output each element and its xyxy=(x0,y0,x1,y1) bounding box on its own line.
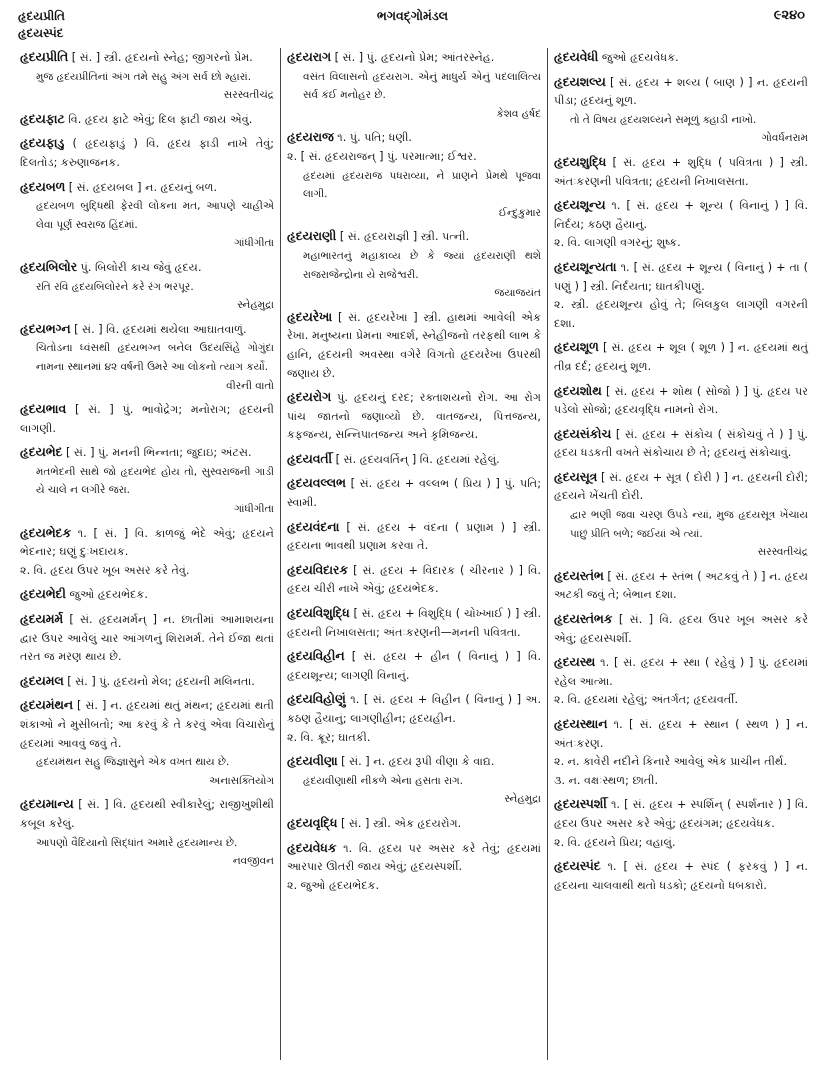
entry-definition: [ સં. હૃદયબલ ] ન. હૃદયનું બળ. xyxy=(68,180,218,194)
dictionary-entry xyxy=(20,320,274,395)
entry-headword: હૃદયફાડુ xyxy=(20,136,65,151)
citation-source: જયાજયંત xyxy=(494,287,541,300)
entry-definition: [ સં. હૃદય + શુદ્ધિ ( પવિત્રતા ) ] સ્ત્રી. અંતઃકરણની પવિત્રતા; હૃદયની નિખાલસતા. xyxy=(554,155,808,188)
dictionary-entry xyxy=(20,178,274,253)
entry-definition: ૨. [ સં. હૃદયરાજન્ ] પું. પરમાત્મા; ઈશ્વર. xyxy=(287,149,477,163)
entry-definition: ૨. ન. કાવેરી નદીને કિનારે આવેલું એક પ્રાચીન તીર્થ. xyxy=(554,755,788,769)
entry-citation: દ્વાર ભણી જવા ચરણ ઉપડે ન્યાં, મુજ હૃદયસૂત્ર ખેંચાય પાછું પ્રીતિ બળે; જઈયાં એ ત્યાં. xyxy=(570,509,808,540)
entry-headword: હૃદયવલ્લભ xyxy=(287,476,346,491)
dictionary-entry xyxy=(554,610,808,648)
dictionary-entry xyxy=(554,196,808,253)
entry-definition: ૨. વિ. લાગણી વગરનું; શુષ્ક. xyxy=(554,236,681,250)
entry-headword: હૃદયસ્થાન xyxy=(554,717,608,731)
entry-definition: ૩. ન. વક્ષઃસ્થળ; છાતી. xyxy=(554,773,659,787)
dictionary-entry xyxy=(20,696,274,790)
entry-definition: [ સં. ] પું. ભાવોદ્રેગ; મનોરાગ; હૃદયની લાગણી. xyxy=(20,403,274,435)
entry-definition: ૨. વિ. હૃદયને પ્રિય; વહાલું. xyxy=(554,835,676,849)
entry-definition: ૧. પું. પતિ; ધણી. xyxy=(337,131,412,145)
dictionary-entry xyxy=(287,814,541,834)
entry-headword: હૃદયભેદ xyxy=(20,445,63,460)
entry-headword: હૃદયપ્રીતિ xyxy=(20,50,69,64)
dictionary-entry xyxy=(554,258,808,333)
entry-definition: [ સં. હૃદયમર્મન્ ] ન. છાતીમાં આમાશયના દ્વાર ઉપર આવેલું ચાર આંગળનું શિરામર્મ. તેને ઈજા થતાં તરત જ મરણ થાય છે. xyxy=(20,613,274,664)
entry-headword: હૃદયબળ xyxy=(20,179,66,194)
entry-definition: જુઓ હૃદયભેદક. xyxy=(69,588,148,602)
entry-headword: હૃદયવિદારક xyxy=(287,562,349,577)
entry-citation: મતભેદની સાથે જો હૃદયભેદ હોય તો, સુસ્વરાજની ગાડી યે ચાલે ન લગીરે જરા. xyxy=(36,465,274,497)
entry-citation: હૃદયવીણાથી નીકળે એના હસતા રાગ. xyxy=(303,774,464,787)
citation-source: ગાંધીગીતા xyxy=(234,503,274,516)
entry-headword: હૃદયસ્પર્શી xyxy=(554,797,607,812)
entry-definition: [ સં. હૃદયવર્તિન્ ] વિ. હૃદયમાં રહેલું. xyxy=(335,452,500,466)
entry-citation: હૃદયમંથન સહુ જિજ્ઞાસુને એક વખત થાય છે. xyxy=(36,756,230,769)
entry-definition: [ સં. હૃદયરેખા ] સ્ત્રી. હાથમાં આવેલી એક રેખા. મનુષ્યના પ્રેમના આદર્શ, સ્નેહીજનો તરફથી લાભ કે હાનિ, હૃદયની અવસ્થા વગેરે વિગતો હૃદયરેખા ઉપરથી જણાય છે. xyxy=(287,310,541,380)
entry-definition: ૨. વિ. ક્રૂર; ઘાતકી. xyxy=(287,730,371,744)
entry-definition: ૧. [ સં. હૃદય + સ્થા ( રહેવું ) ] પું. હૃદયમાં રહેલ આત્મા. xyxy=(554,656,809,688)
entry-definition: ૧. [ સં. હૃદય + વિહીન ( વિનાનું ) ] અ. કઠણ હૈયાનું; લાગણીહીન; હૃદયહીન. xyxy=(287,693,541,725)
entry-headword: હૃદયરાગ xyxy=(287,50,332,64)
entry-definition: [ સં. હૃદય + હીન ( વિનાનું ) ] વિ. હૃદયશૂન્ય; લાગણી વિનાનું. xyxy=(287,650,541,682)
column-3 xyxy=(547,48,814,1060)
dictionary-entry xyxy=(554,795,808,852)
dictionary-entry xyxy=(554,653,808,710)
entry-citation: હૃદયબળ બુદ્ધિથી ફેરવી લોકના મત, આપણે ચાહીએ લેવા પૂર્ણ સ્વરાજ હિંદમાં. xyxy=(36,200,274,231)
entry-headword: હૃદયશૂન્યતા xyxy=(554,259,617,274)
citation-source: સરસ્વતીચંદ્ર xyxy=(757,546,808,559)
entry-definition: [ સં. હૃદય + શૂલ ( શૂળ ) ] ન. હૃદયમાં થતું તીવ્ર દર્દ; હૃદયનું શૂળ. xyxy=(554,341,809,373)
entry-definition: [ સં. હૃદય + શોથ ( સોજો ) ] પું. હૃદય પર પડેલો સોજો; હૃદયવૃદ્ધિ નામનો રોગ. xyxy=(554,384,809,417)
entry-definition: [ સં. હૃદય + સૂત્ર ( દોરી ) ] ન. હૃદયની દોરી; હૃદયને ખેંચતી દોરી. xyxy=(554,470,808,503)
entry-definition: [ સં. ] ન. હૃદયમાં થતું મંથન; હૃદયમાં થતી શંકાઓ ને મુસીબતો; આ કરવું કે તે કરવું એવા વિચારોનું હૃદયમાં આવવું જવું તે. xyxy=(20,699,274,750)
citation-source: કેશવ હર્ષદ xyxy=(496,107,541,120)
entry-headword: હૃદયરોગ xyxy=(287,390,332,405)
dictionary-entry xyxy=(287,561,541,599)
dictionary-entry xyxy=(20,443,274,518)
dictionary-columns xyxy=(14,48,814,1060)
entry-citation: રતિ રવિ હૃદયબિલોરને કરે રંગ ભરપૂર. xyxy=(36,280,194,293)
dictionary-entry xyxy=(287,647,541,685)
citation-source: સરસ્વતીચંદ્ર xyxy=(223,89,274,102)
dictionary-entry xyxy=(554,153,808,191)
dictionary-entry xyxy=(20,672,274,692)
entry-headword: હૃદયશોથ xyxy=(554,383,602,398)
entry-citation: ચિતોડના ધ્વંસથી હૃદયભગ્ન બનેલ ઉદયસિંહે ગોગુંદા નામના સ્થાનમાં ૪૨ વર્ષની ઉમરે આ લોકનો ત્યાગ કર્યો. xyxy=(36,342,274,373)
entry-citation: વસંત વિલાસનો હૃદયરાગ. એનું માધુર્ય એનું પદલાલિત્ય સર્વ કંઈ મનોહર છે. xyxy=(303,70,541,102)
citation-source: સ્નેહમુદ્રા xyxy=(237,299,274,312)
dictionary-entry xyxy=(20,524,274,581)
dictionary-entry xyxy=(20,258,274,315)
entry-headword: હૃદયશૂળ xyxy=(554,340,599,355)
entry-definition: પું. બિલોરી કાચ જેવું હૃદય. xyxy=(80,260,202,274)
dictionary-entry xyxy=(20,400,274,438)
entry-definition: [ સં. ] સ્ત્રી. એક હૃદયરોગ. xyxy=(340,816,462,830)
entry-definition: ૧. [ સં. હૃદય + સ્પર્શિન્ ( સ્પર્શનાર ) ] વિ. હૃદય ઉપર અસર કરે એવું; હૃદયંગમ; હૃદયવેધક. xyxy=(554,798,809,830)
entry-headword: હૃદયવૃદ્ધિ xyxy=(287,815,338,830)
dictionary-entry xyxy=(20,795,274,870)
entry-citation: મુજ હૃદયપ્રીતિનાં અંગ તમે સહુ અંગ સર્વ છો મ્હારાં. xyxy=(36,70,252,83)
entry-definition: [ સં. ] વિ. હૃદયથી સ્વીકારેલું; રાજીખુશીથી કબૂલ કરેલું. xyxy=(20,798,275,830)
entry-headword: હૃદયશલ્ય xyxy=(554,74,606,89)
citation-source: અનાસક્તિયોગ xyxy=(209,774,274,787)
entry-headword: હૃદયમર્મ xyxy=(20,612,64,627)
dictionary-entry xyxy=(287,839,541,896)
entry-definition: ૧. વિ. હૃદય પર અસર કરે તેવું; હૃદયમાં આરપાર ઊતરી જાય એવું; હૃદયસ્પર્શી. xyxy=(287,841,541,874)
dictionary-entry xyxy=(287,604,541,642)
entry-citation: આપણો વૈદિયાનો સિદ્ધાંત અમારે હૃદયમાન્ય છે. xyxy=(36,836,238,849)
dictionary-entry xyxy=(287,690,541,747)
entry-headword: હૃદયભેદક xyxy=(20,525,72,540)
entry-definition: વિ. હૃદય ફાટે એવું; દિલ ફાટી જાય એવું. xyxy=(68,112,253,126)
citation-source: ગાંધીગીતા xyxy=(234,237,274,250)
entry-headword: હૃદયમંથન xyxy=(20,698,73,713)
citation-source: વીરની વાતો xyxy=(226,379,274,392)
entry-definition: [ સં. ] પું. હૃદયનો પ્રેમ; આંતરસ્નેહ. xyxy=(334,51,495,64)
entry-headword: હૃદયસ્થ xyxy=(554,655,596,670)
entry-headword: હૃદયસૂત્ર xyxy=(554,469,598,484)
dictionary-entry xyxy=(554,382,808,420)
entry-definition: ૧. [ સં. હૃદય + સ્પંદ ( ફરકવું ) ] ન. હૃદયના ચાલવાથી થતો ધડકો; હૃદયનો ધબકારો. xyxy=(554,860,808,892)
entry-headword: હૃદયશુદ્ધિ xyxy=(554,154,607,169)
entry-citation: મહાભારતનું મહાકાવ્ય છે કે જ્યાં હૃદયરાણી થશે રાજરાજેન્દ્રોના યે રાજેશ્વરી. xyxy=(303,249,541,281)
entry-definition: [ સં. હૃદય + વલ્લભ ( પ્રિય ) ] પું. પતિ; સ્વામી. xyxy=(287,477,541,510)
entry-headword: હૃદયરાણી xyxy=(287,229,337,244)
dictionary-entry xyxy=(554,73,808,148)
dictionary-entry xyxy=(20,610,274,667)
entry-definition: ૧. [ સં. હૃદય + સ્થાન ( સ્થળ ) ] ન. અંતઃકરણ. xyxy=(554,718,808,750)
entry-headword: હૃદયસ્તંભક xyxy=(554,612,613,627)
entry-citation: તો તે વિષય હૃદયશલ્યને સમૂળું ક્હાડી નાખો. xyxy=(570,113,757,126)
dictionary-entry xyxy=(20,48,274,105)
entry-headword: હૃદયવેધક xyxy=(287,840,337,855)
entry-definition: ૨. સ્ત્રી. હૃદયશૂન્ય હોવું તે; બિલકુલ લાગણી વગરની દશા. xyxy=(554,298,808,330)
entry-definition: [ સં. હૃદયરાજ્ઞી ] સ્ત્રી. પત્ની. xyxy=(339,230,470,244)
entry-definition: પું. હૃદયનું દરદ; રક્તાશયનો રોગ. આ રોગ પાંચ જાતનો જણાવ્યો છે. વાતજન્ય, પિત્તજન્ય, કફજન્ય, સન્નિપાતજન્ય અને કૃમિજન્ય. xyxy=(287,391,541,442)
citation-source: ઈન્દુકુમાર xyxy=(498,206,541,219)
dictionary-entry xyxy=(287,48,541,123)
entry-definition: ( હૃદયફાડું ) વિ. હૃદય ફાડી નાખે તેવું; દિલતોડ; કરુણાજનક. xyxy=(20,137,274,169)
dictionary-entry xyxy=(287,128,541,222)
column-1 xyxy=(14,48,280,1060)
dictionary-entry xyxy=(287,450,541,470)
entry-headword: હૃદયભાવ xyxy=(20,402,67,417)
entry-headword: હૃદયમલ xyxy=(20,673,64,688)
entry-headword: હૃદયરેખા xyxy=(287,309,333,324)
entry-definition: ૨. જુઓ હૃદયભેદક. xyxy=(287,878,380,892)
dictionary-entry xyxy=(20,134,274,172)
entry-headword: હૃદયભેદી xyxy=(20,587,66,602)
entry-headword: હૃદયવંદના xyxy=(287,519,340,534)
dictionary-entry xyxy=(554,338,808,376)
entry-definition: [ સં. ] પું. મનની ભિન્નતા; જુદાઇ; અંટસ. xyxy=(65,446,252,460)
entry-headword: હૃદયસ્તંભ xyxy=(554,568,604,583)
entry-definition: ૧. [ સં. હૃદય + શૂન્ય ( વિનાનું ) ] વિ. નિર્દય; કઠણ હૈયાનું. xyxy=(554,199,809,231)
page-number: ૯૨૪૦ xyxy=(773,8,805,23)
entry-headword: હૃદયશૂન્ય xyxy=(554,198,606,213)
entry-definition: ૨. વિ. હૃદયમાં રહેલું; અંતર્ગત; હૃદયવર્તી. xyxy=(554,693,739,707)
entry-definition: ૨. વિ. હૃદય ઉપર ખૂબ અસર કરે તેવું. xyxy=(20,563,190,577)
entry-headword: હૃદયવીણા xyxy=(287,754,338,769)
last-guide-word: હૃદયસ્પંદ xyxy=(18,26,64,40)
dictionary-entry xyxy=(287,388,541,445)
dictionary-entry xyxy=(287,227,541,302)
entry-headword: હૃદયસ્પંદ xyxy=(554,859,601,874)
first-guide-word: હૃદયપ્રીતિ xyxy=(18,9,65,23)
book-title: ભગવદ્ગોમંડલ xyxy=(376,8,449,23)
entry-definition: જુઓ હૃદયવેધક. xyxy=(601,51,679,64)
entry-definition: [ સં. ] પું. હૃદયનો મેલ; હૃદયની મલિનતા. xyxy=(67,674,255,688)
entry-definition: [ સં. ] વિ. હૃદયમાં થયેલા આઘાતવાળું. xyxy=(74,322,247,336)
citation-source: નવજીવન xyxy=(232,855,274,868)
entry-headword: હૃદયફાટ xyxy=(20,111,65,126)
dictionary-entry xyxy=(554,567,808,605)
dictionary-entry xyxy=(287,752,541,809)
dictionary-entry xyxy=(287,518,541,556)
dictionary-entry xyxy=(554,715,808,790)
entry-definition: [ સં. ] સ્ત્રી. હૃદયનો સ્નેહ; જીગરનો પ્રેમ. xyxy=(71,51,253,64)
citation-source: સ્નેહમુદ્રા xyxy=(504,793,541,806)
entry-headword: હૃદયવર્તી xyxy=(287,451,333,466)
entry-definition: [ સં. હૃદય + વિશુદ્ધિ ( ચોખ્ખાઈ ) ] સ્ત્રી. હૃદયની નિખાલસતા; અંતઃકરણની—મનની પવિત્રતા. xyxy=(287,607,541,639)
page-header xyxy=(0,4,825,48)
entry-headword: હૃદયવિશુદ્ધિ xyxy=(287,606,350,621)
entry-definition: ૧. [ સં. હૃદય + શૂન્ય ( વિનાનું ) + તા ( પણું ) ] સ્ત્રી. નિર્દયતા; ઘાતકીપણું. xyxy=(554,260,809,293)
dictionary-entry xyxy=(287,474,541,512)
entry-definition: ૧. [ સં. ] વિ. કાળજું ભેદે એવું; હૃદયને ભેદનાર; ઘણું દુઃખદાયક. xyxy=(20,526,275,559)
dictionary-entry xyxy=(554,857,808,895)
dictionary-entry xyxy=(20,110,274,130)
entry-definition: [ સં. ] વિ. હૃદય ઉપર ખૂબ અસર કરે એવું; હૃદયસ્પર્શી. xyxy=(554,613,808,645)
entry-definition: [ સં. હૃદય + વંદના ( પ્રણામ ) ] સ્ત્રી. હૃદયના ભાવથી પ્રણામ કરવા તે. xyxy=(287,520,541,553)
entry-headword: હૃદયવેધી xyxy=(554,50,599,64)
entry-definition: [ સં. હૃદય + વિદારક ( ચીરનાર ) ] વિ. હૃદય ચીરી નાખે એવું; હૃદયભેદક. xyxy=(287,563,541,596)
dictionary-entry xyxy=(554,425,808,463)
entry-headword: હૃદયબિલોર xyxy=(20,259,78,274)
dictionary-entry xyxy=(554,468,808,562)
entry-headword: હૃદયવિહોણું xyxy=(287,692,346,707)
dictionary-entry xyxy=(554,48,808,68)
entry-headword: હૃદયભગ્ન xyxy=(20,321,71,336)
entry-headword: હૃદયવિહીન xyxy=(287,649,345,664)
entry-definition: [ સં. હૃદય + સ્તંભ ( અટકવું તે ) ] ન. હૃદય અટકી જવું તે; બેભાન દશા. xyxy=(554,569,808,602)
dictionary-entry xyxy=(287,308,541,383)
dictionary-entry xyxy=(20,585,274,605)
citation-source: ગોવર્ધનરામ xyxy=(761,132,808,145)
entry-headword: હૃદયરાજ xyxy=(287,130,334,145)
entry-definition: [ સં. હૃદય + શલ્ય ( બાણ ) ] ન. હૃદયની પીડા; હૃદયનું શૂળ. xyxy=(554,75,809,108)
entry-definition: [ સં. ] ન. હૃદય રૂપી વીણા કે વાદ્ય. xyxy=(341,755,495,769)
entry-headword: હૃદયસંકોચ xyxy=(554,426,612,441)
entry-citation: હૃદયમાં હૃદયરાજ પધરાવ્યા, ને પ્રાણને પ્રેમથે પૂજવા લાગી. xyxy=(303,169,541,201)
entry-definition: [ સં. હૃદય + સંકોચ ( સંકોચવું તે ) ] પું. હૃદય ધડકતી વખતે સંકોચાય છે તે; હૃદયનું સંકોચાવું. xyxy=(554,427,808,460)
entry-headword: હૃદયમાન્ય xyxy=(20,797,74,812)
column-2 xyxy=(280,48,547,1060)
